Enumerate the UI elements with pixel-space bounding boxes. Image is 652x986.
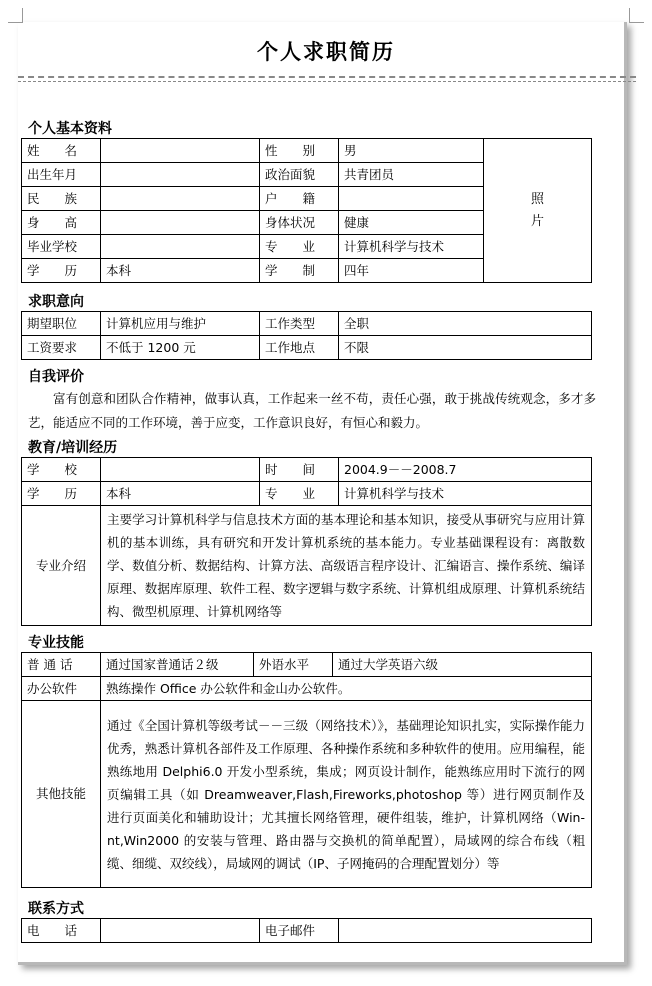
section-heading-basic: 个人基本资料 xyxy=(28,121,112,137)
photo-label-1: 照 xyxy=(530,191,544,207)
education-table xyxy=(21,457,592,626)
label-name: 姓 名 xyxy=(22,139,101,163)
value-position[interactable]: 计算机应用与维护 xyxy=(101,312,260,336)
table-row xyxy=(22,312,592,336)
value-location[interactable]: 不限 xyxy=(339,336,592,360)
label-duration: 学 制 xyxy=(260,259,339,283)
table-row xyxy=(22,701,592,888)
label-salary: 工资要求 xyxy=(22,336,101,360)
table-row xyxy=(22,653,592,677)
value-degree[interactable]: 本科 xyxy=(101,259,260,283)
photo-box xyxy=(484,139,592,283)
contact-table xyxy=(21,918,592,943)
skills-table xyxy=(21,652,592,888)
label-birth: 出生年月 xyxy=(22,163,101,187)
value-office[interactable]: 熟练操作 Office 办公软件和金山办公软件。 xyxy=(101,677,592,701)
table-row xyxy=(22,139,592,163)
basic-info-table xyxy=(21,138,592,283)
value-school[interactable] xyxy=(101,235,260,259)
label-phone: 电 话 xyxy=(22,919,101,943)
value-edu-degree[interactable]: 本科 xyxy=(101,482,260,506)
value-salary[interactable]: 不低于 1200 元 xyxy=(101,336,260,360)
table-row xyxy=(22,919,592,943)
label-hukou: 户 籍 xyxy=(260,187,339,211)
label-edu-degree: 学 历 xyxy=(22,482,101,506)
section-heading-edu: 教育/培训经历 xyxy=(28,440,118,456)
section-heading-skills: 专业技能 xyxy=(28,635,84,651)
value-height[interactable] xyxy=(101,211,260,235)
value-major-intro[interactable]: 主要学习计算机科学与信息技术方面的基本理论和基本知识，接受从事研究与应用计算机的基本训练，具有研究和开发计算机系统的基本能力。专业基础课程设有：离散数学、数值分析、数据结构、计算方法、高级语言程序设计、汇编语言、操作系统、编译原理、数据库原理、软件工程、数字逻辑与数字系统、计算机组成原理、计算机系统结构、微型机原理、计算机网络等 xyxy=(101,506,592,626)
label-foreign-lang: 外语水平 xyxy=(254,653,333,677)
label-height: 身 高 xyxy=(22,211,101,235)
label-politics: 政治面貌 xyxy=(260,163,339,187)
table-row xyxy=(22,677,592,701)
value-health[interactable]: 健康 xyxy=(339,211,484,235)
crop-mark-left xyxy=(8,8,23,23)
section-heading-contact: 联系方式 xyxy=(28,901,84,917)
label-mandarin: 普 通 话 xyxy=(22,653,101,677)
title-divider xyxy=(18,76,636,82)
value-phone[interactable] xyxy=(101,919,260,943)
table-row xyxy=(22,458,592,482)
value-politics[interactable]: 共青团员 xyxy=(339,163,484,187)
value-foreign-lang[interactable]: 通过大学英语六级 xyxy=(333,653,592,677)
page-title: 个人求职简历 xyxy=(257,40,395,64)
section-heading-intent: 求职意向 xyxy=(28,294,84,310)
value-edu-major[interactable]: 计算机科学与技术 xyxy=(339,482,592,506)
value-ethnicity[interactable] xyxy=(101,187,260,211)
label-other-skills: 其他技能 xyxy=(22,701,101,888)
self-evaluation-text: 富有创意和团队合作精神，做事认真，工作起来一丝不苟，责任心强，敢于挑战传统观念，多才多艺，能适应不同的工作环境，善于应变，工作意识良好，有恒心和毅力。 xyxy=(28,391,596,430)
intent-table xyxy=(21,311,592,360)
value-major[interactable]: 计算机科学与技术 xyxy=(339,235,484,259)
crop-mark-right xyxy=(629,8,644,23)
label-major: 专 业 xyxy=(260,235,339,259)
table-row xyxy=(22,336,592,360)
table-row xyxy=(22,506,592,626)
label-edu-school: 学 校 xyxy=(22,458,101,482)
label-school: 毕业学校 xyxy=(22,235,101,259)
label-edu-major: 专 业 xyxy=(260,482,339,506)
label-major-intro: 专业介绍 xyxy=(22,506,101,626)
value-hukou[interactable] xyxy=(339,187,484,211)
label-email: 电子邮件 xyxy=(260,919,339,943)
value-mandarin[interactable]: 通过国家普通话２级 xyxy=(101,653,254,677)
value-other-skills[interactable]: 通过《全国计算机等级考试－－三级（网络技术）》，基础理论知识扎实，实际操作能力优秀，熟悉计算机各部件及工作原理、各种操作系统和多种软件的使用。应用编程，能熟练地用 Delphi6.0 开发小型系统，集成；网页设计制作，能熟练应用时下流行的网页编辑工具（如 Dreamweaver,Flash,Fireworks,photoshop 等）进行网页制作及进行页面美化和辅助设计；尤其擅长网络管理，硬件组装，维护，计算机网络（Win-nt,Win2000 的安装与管理、路由器与交换机的简单配置），局域网的综合布线（粗缆、细缆、双绞线），局域网的调试（IP、子网掩码的合理配置划分）等 xyxy=(101,701,592,888)
value-edu-time[interactable]: 2004.9－－2008.7 xyxy=(339,458,592,482)
value-duration[interactable]: 四年 xyxy=(339,259,484,283)
label-edu-time: 时 间 xyxy=(260,458,339,482)
value-gender[interactable]: 男 xyxy=(339,139,484,163)
label-location: 工作地点 xyxy=(260,336,339,360)
label-office: 办公软件 xyxy=(22,677,101,701)
section-heading-self: 自我评价 xyxy=(28,369,84,385)
photo-label-2: 片 xyxy=(530,213,544,229)
label-degree: 学 历 xyxy=(22,259,101,283)
label-position: 期望职位 xyxy=(22,312,101,336)
label-ethnicity: 民 族 xyxy=(22,187,101,211)
label-gender: 性 别 xyxy=(260,139,339,163)
label-health: 身体状况 xyxy=(260,211,339,235)
label-job-type: 工作类型 xyxy=(260,312,339,336)
value-name[interactable] xyxy=(101,139,260,163)
value-birth[interactable] xyxy=(101,163,260,187)
value-email[interactable] xyxy=(339,919,592,943)
value-job-type[interactable]: 全职 xyxy=(339,312,592,336)
value-edu-school[interactable] xyxy=(101,458,260,482)
table-row xyxy=(22,482,592,506)
